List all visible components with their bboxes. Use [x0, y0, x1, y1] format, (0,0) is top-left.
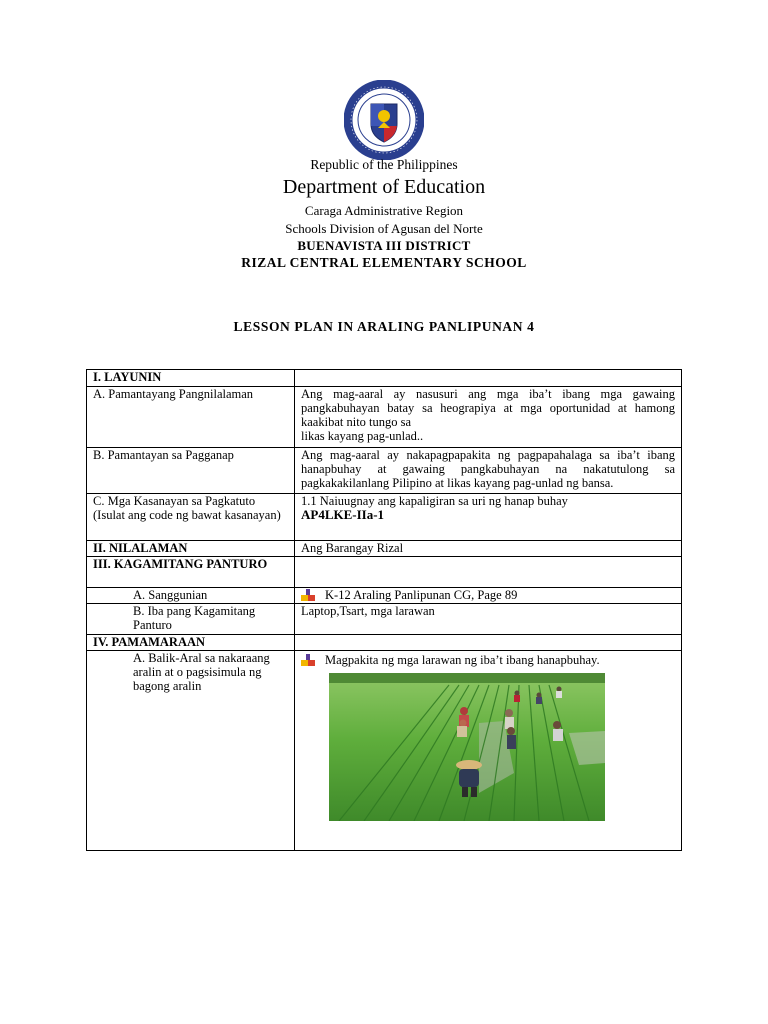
pamamaraan-label: IV. PAMAMARAAN — [87, 635, 295, 651]
school-name: RIZAL CENTRAL ELEMENTARY SCHOOL — [241, 255, 527, 270]
table-row — [87, 541, 682, 557]
deped-seal-icon — [344, 80, 424, 160]
table-row — [87, 448, 682, 494]
pamantayang-pangnilalaman-label: A. Pamantayang Pangnilalaman — [87, 387, 295, 448]
pamantayan-sa-pagganap-value: Ang mag-aaral ay nakapagpapakita ng pagpapahalaga sa iba’t ibang hanapbuhay at gawaing pangkabuhayan na nakatutulong sa pagkakakilanlang Pilipino at likas kayang pag-unlad ng bansa. — [295, 448, 682, 494]
table-row — [87, 588, 682, 604]
department-title: Department of Education — [282, 176, 486, 198]
table-row — [87, 387, 682, 448]
kasanayan-cell — [295, 494, 682, 541]
table-row — [87, 557, 682, 588]
kagamitang-panturo-label: III. KAGAMITANG PANTURO — [87, 557, 295, 588]
sanggunian-value: K-12 Araling Panlipunan CG, Page 89 — [325, 588, 518, 602]
pamantayan-sa-pagganap-label: B. Pamantayan sa Pagganap — [87, 448, 295, 494]
pamantayang-pangnilalaman-value: Ang mag-aaral ay nasusuri ang mga iba’t ibang mga gawaing pangkabuhayan batay sa heograpiya at mga oportunidad at hamong kaakibat nito tungo sa — [301, 387, 675, 429]
nilalaman-value: Ang Barangay Rizal — [295, 541, 682, 557]
table-row — [87, 635, 682, 651]
republic-text: Republic of the Philippines — [310, 157, 458, 172]
rice-field-farmers-photo — [329, 673, 605, 821]
table-row — [87, 651, 682, 851]
division-text: Schools Division of Agusan del Norte — [285, 221, 483, 236]
balik-aral-label: A. Balik-Aral sa nakaraang aralin at o pagsisimula ng bagong aralin — [87, 651, 295, 851]
layunin-label: I. LAYUNIN — [87, 370, 295, 387]
district-text: BUENAVISTA III DISTRICT — [297, 238, 471, 253]
table-row — [87, 370, 682, 387]
bullet-icon — [301, 589, 315, 601]
pamantayang-pangnilalaman-cell — [295, 387, 682, 448]
table-row — [87, 604, 682, 635]
table-row — [87, 494, 682, 541]
sanggunian-cell — [295, 588, 682, 604]
balik-aral-cell — [295, 651, 682, 851]
kasanayan-label: C. Mga Kasanayan sa Pagkatuto (Isulat ang code ng bawat kasanayan) — [87, 494, 295, 541]
bullet-icon — [301, 654, 315, 666]
layunin-value — [295, 370, 682, 387]
kagamitang-panturo-value — [295, 557, 682, 588]
balik-aral-value: Magpakita ng mga larawan ng iba’t ibang hanapbuhay. — [325, 653, 600, 667]
region-text: Caraga Administrative Region — [304, 203, 464, 218]
iba-pang-kagamitan-label: B. Iba pang Kagamitang Panturo — [87, 604, 295, 635]
nilalaman-label: II. NILALAMAN — [87, 541, 295, 557]
pamamaraan-value — [295, 635, 682, 651]
lesson-plan-table — [86, 369, 682, 851]
pamantayang-pangnilalaman-value-2: likas kayang pag-unlad.. — [301, 429, 424, 443]
kasanayan-code: AP4LKE-IIa-1 — [301, 507, 385, 522]
iba-pang-kagamitan-value: Laptop,Tsart, mga larawan — [295, 604, 682, 635]
kasanayan-value: 1.1 Naiuugnay ang kapaligiran sa uri ng hanap buhay — [301, 494, 568, 508]
sanggunian-label: A. Sanggunian — [87, 588, 295, 604]
lesson-plan-title: LESSON PLAN IN ARALING PANLIPUNAN 4 — [233, 319, 535, 334]
